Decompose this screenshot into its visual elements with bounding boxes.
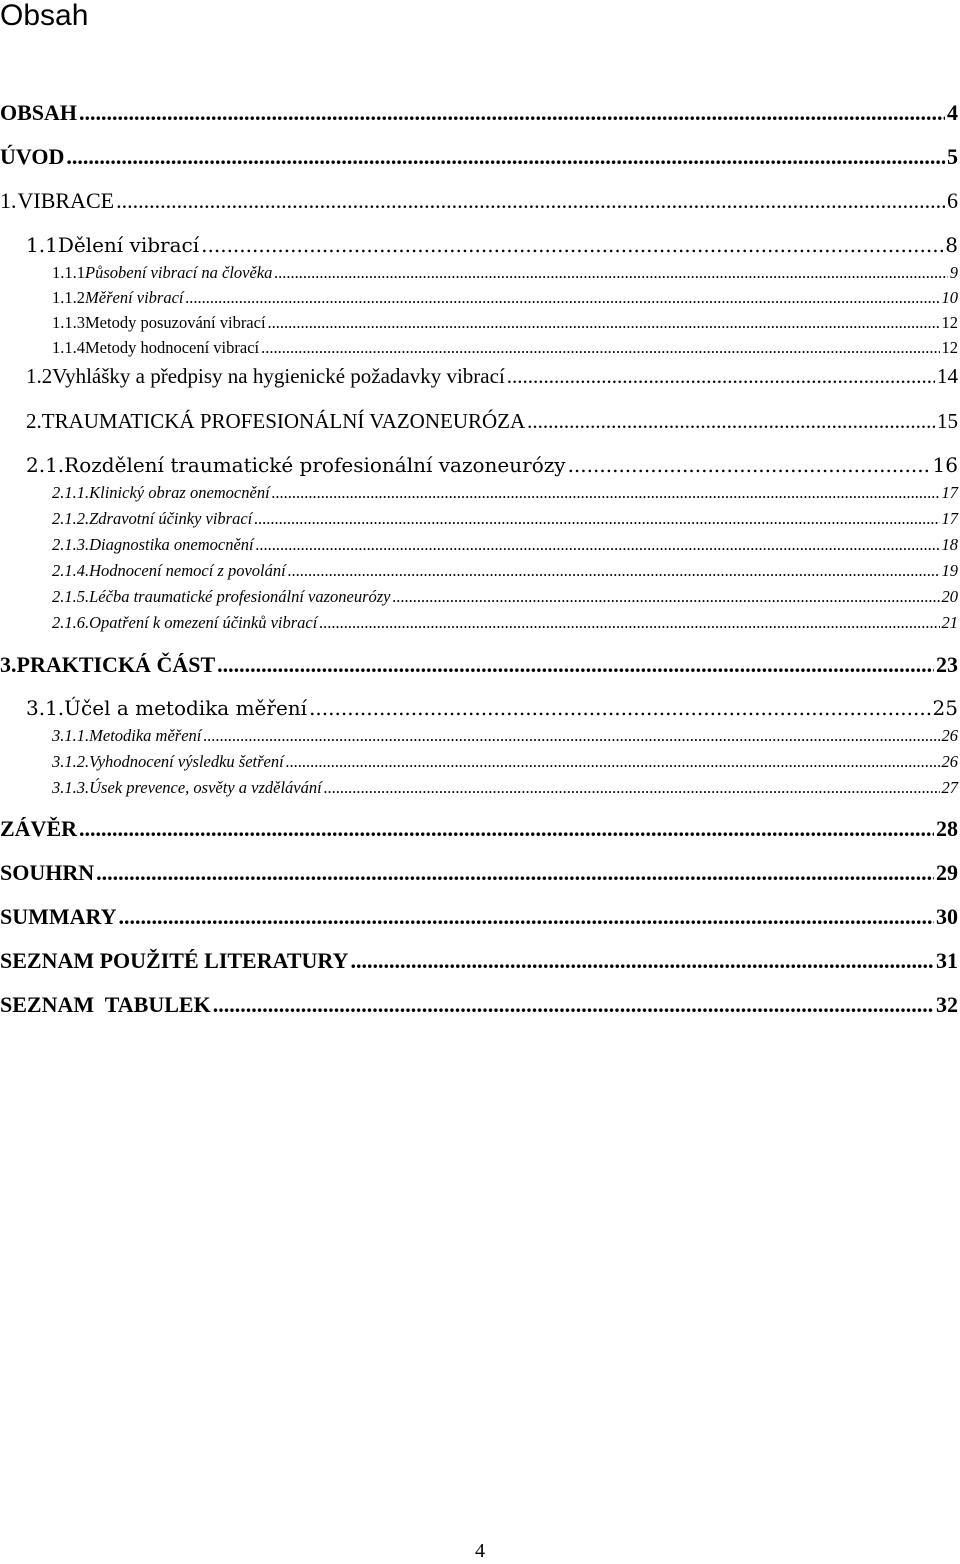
toc-entry-page: 31 <box>936 948 958 973</box>
toc-leader-dots <box>507 364 935 389</box>
toc-entry-page: 29 <box>936 860 958 885</box>
toc-entry-number: 2.1.3. <box>52 535 90 554</box>
toc-entry-number: 2. <box>26 409 42 433</box>
toc-entry-number: 3.1.2. <box>52 752 90 771</box>
toc-entry-2-1-6[interactable] <box>52 613 958 633</box>
toc-leader-dots <box>274 263 947 283</box>
toc-entry-page: 16 <box>932 453 958 477</box>
toc-leader-dots <box>254 509 939 529</box>
toc-entry-page: 26 <box>941 752 958 771</box>
toc-entry-page: 6 <box>947 188 958 213</box>
page-number: 4 <box>475 1540 485 1562</box>
toc-leader-dots <box>261 338 939 358</box>
toc-entry-1-1-1[interactable] <box>52 263 958 283</box>
toc-entry-title: Působení vibrací na člověka <box>85 263 273 282</box>
toc-entry-title: OBSAH <box>0 100 78 125</box>
toc-entry-page: 10 <box>941 288 958 307</box>
page-heading: Obsah <box>0 0 89 32</box>
toc-entry-title: Opatření k omezení účinků vibrací <box>89 613 318 632</box>
toc-entry-page: 21 <box>941 613 958 632</box>
toc-entry-2-1-3[interactable] <box>52 535 958 555</box>
toc-entry-number: 1.1.2 <box>52 288 85 307</box>
toc-entry-number: 3.1.1. <box>52 726 90 745</box>
toc-entry-zaver[interactable] <box>0 816 958 842</box>
toc-entry-title: Léčba traumatické profesionální vazoneurózy <box>89 587 391 606</box>
toc-entry-page: 26 <box>941 726 958 745</box>
toc-leader-dots <box>203 726 939 746</box>
toc-entry-page: 25 <box>932 696 958 720</box>
toc-entry-number: 2.1.1. <box>52 483 90 502</box>
toc-leader-dots <box>201 233 943 257</box>
toc-entry-number: 1.2 <box>26 364 53 388</box>
toc-entry-page: 23 <box>936 652 958 677</box>
toc-entry-number: 3. <box>0 652 17 677</box>
toc-entry-title: SOUHRN <box>0 860 95 885</box>
toc-entry-page: 18 <box>941 535 958 554</box>
toc-leader-dots <box>96 860 934 886</box>
toc-leader-dots <box>527 409 935 434</box>
toc-entry-title: Metodika měření <box>89 726 202 745</box>
toc-leader-dots <box>213 992 934 1018</box>
toc-entry-page: 20 <box>941 587 958 606</box>
toc-leader-dots <box>116 188 945 214</box>
toc-entry-number: 2.1.6. <box>52 613 90 632</box>
toc-entry-title: Diagnostika onemocnění <box>89 535 254 554</box>
toc-entry-number: 1.1.1 <box>52 263 85 282</box>
toc-entry-title: Dělení vibrací <box>57 233 200 257</box>
toc-entry-1-1-2[interactable] <box>52 288 958 308</box>
toc-entry-page: 32 <box>936 992 958 1017</box>
toc-entry-souhrn[interactable] <box>0 860 958 886</box>
toc-entry-3-1-2[interactable] <box>52 752 958 772</box>
toc-entry-page: 14 <box>937 364 958 388</box>
toc-leader-dots <box>350 948 934 974</box>
toc-entry-number: 3.1.3. <box>52 778 90 797</box>
toc-entry-title: Vyhlášky a předpisy na hygienické požadavky vibrací <box>52 364 505 388</box>
toc-entry-number: 1.1.3 <box>52 313 85 332</box>
toc-entry-uvod[interactable] <box>0 144 958 170</box>
toc-entry-number: 2.1.4. <box>52 561 90 580</box>
toc-leader-dots <box>186 288 940 308</box>
toc-leader-dots <box>324 778 940 798</box>
toc-entry-2-1-5[interactable] <box>52 587 958 607</box>
toc-leader-dots <box>286 752 940 772</box>
toc-entry-vibrace[interactable] <box>0 188 958 214</box>
toc-leader-dots <box>309 696 930 720</box>
toc-entry-page: 9 <box>949 263 958 282</box>
toc-entry-title: Metody hodnocení vibrací <box>85 338 260 357</box>
toc-entry-2-1[interactable] <box>26 453 958 477</box>
toc-entry-number: 3.1. <box>26 696 65 720</box>
toc-entry-summary[interactable] <box>0 904 958 930</box>
toc-entry-page: 15 <box>937 409 958 433</box>
toc-entry-2-1-4[interactable] <box>52 561 958 581</box>
toc-entry-1-1[interactable] <box>26 233 958 257</box>
toc-entry-page: 5 <box>947 144 958 169</box>
toc-entry-1-1-3[interactable] <box>52 313 958 333</box>
toc-leader-dots <box>119 904 934 930</box>
toc-entry-title: ZÁVĚR <box>0 816 78 841</box>
toc-entry-obsah[interactable] <box>0 100 958 126</box>
toc-entry-number: 1.1.4 <box>52 338 85 357</box>
toc-entry-3[interactable] <box>0 652 958 678</box>
toc-entry-title: Klinický obraz onemocnění <box>89 483 270 502</box>
toc-entry-title: SEZNAM POUŽITÉ LITERATURY <box>0 948 349 973</box>
toc-entry-number: 2.1.2. <box>52 509 90 528</box>
toc-entry-page: 28 <box>936 816 958 841</box>
toc-entry-title: Zdravotní účinky vibrací <box>89 509 253 528</box>
toc-entry-1-2[interactable] <box>26 364 958 389</box>
toc-entry-title: Hodnocení nemocí z povolání <box>89 561 286 580</box>
toc-entry-2[interactable] <box>26 409 958 434</box>
toc-entry-1-1-4[interactable] <box>52 338 958 358</box>
toc-entry-number: 1. <box>0 188 17 213</box>
toc-entry-3-1-3[interactable] <box>52 778 958 798</box>
toc-entry-page: 30 <box>936 904 958 929</box>
toc-entry-number: 2.1. <box>26 453 65 477</box>
toc-entry-title: Metody posuzování vibrací <box>85 313 266 332</box>
toc-entry-title: Účel a metodika měření <box>64 696 308 720</box>
toc-leader-dots <box>288 561 940 581</box>
toc-entry-title: Rozdělení traumatické profesionální vazoneurózy <box>64 453 566 477</box>
toc-entry-page: 27 <box>941 778 958 797</box>
toc-leader-dots <box>568 453 931 477</box>
toc-leader-dots <box>319 613 939 633</box>
toc-entry-title: SUMMARY <box>0 904 117 929</box>
toc-entry-page: 12 <box>941 338 958 357</box>
toc-entry-literatura[interactable] <box>0 948 958 974</box>
toc-entry-2-1-1[interactable] <box>52 483 958 503</box>
toc-entry-page: 12 <box>941 313 958 332</box>
toc-leader-dots <box>66 144 945 170</box>
toc-entry-title: Vyhodnocení výsledku šetření <box>89 752 284 771</box>
toc-leader-dots <box>272 483 940 503</box>
toc-entry-3-1[interactable] <box>26 696 958 720</box>
toc-entry-title: SEZNAM TABULEK <box>0 992 211 1017</box>
toc-entry-page: 17 <box>941 483 958 502</box>
toc-entry-page: 8 <box>945 233 958 257</box>
toc-entry-title: Měření vibrací <box>85 288 184 307</box>
toc-leader-dots <box>79 816 934 842</box>
toc-entry-page: 19 <box>941 561 958 580</box>
toc-entry-title: PRAKTICKÁ ČÁST <box>16 652 216 677</box>
toc-entry-title: ÚVOD <box>0 144 65 169</box>
toc-leader-dots <box>217 652 934 678</box>
toc-entry-page: 4 <box>947 100 958 125</box>
toc-entry-tabulky[interactable] <box>0 992 958 1018</box>
toc-entry-3-1-1[interactable] <box>52 726 958 746</box>
toc-entry-title: TRAUMATICKÁ PROFESIONÁLNÍ VAZONEURÓZA <box>41 409 526 433</box>
toc-entry-title: VIBRACE <box>17 188 115 213</box>
toc-leader-dots <box>393 587 940 607</box>
toc-entry-2-1-2[interactable] <box>52 509 958 529</box>
toc-entry-number: 1.1 <box>26 233 58 257</box>
toc-leader-dots <box>79 100 945 126</box>
toc-entry-page: 17 <box>941 509 958 528</box>
toc-leader-dots <box>256 535 940 555</box>
toc-entry-number: 2.1.5. <box>52 587 90 606</box>
toc-leader-dots <box>268 313 940 333</box>
toc-entry-title: Úsek prevence, osvěty a vzdělávání <box>89 778 322 797</box>
